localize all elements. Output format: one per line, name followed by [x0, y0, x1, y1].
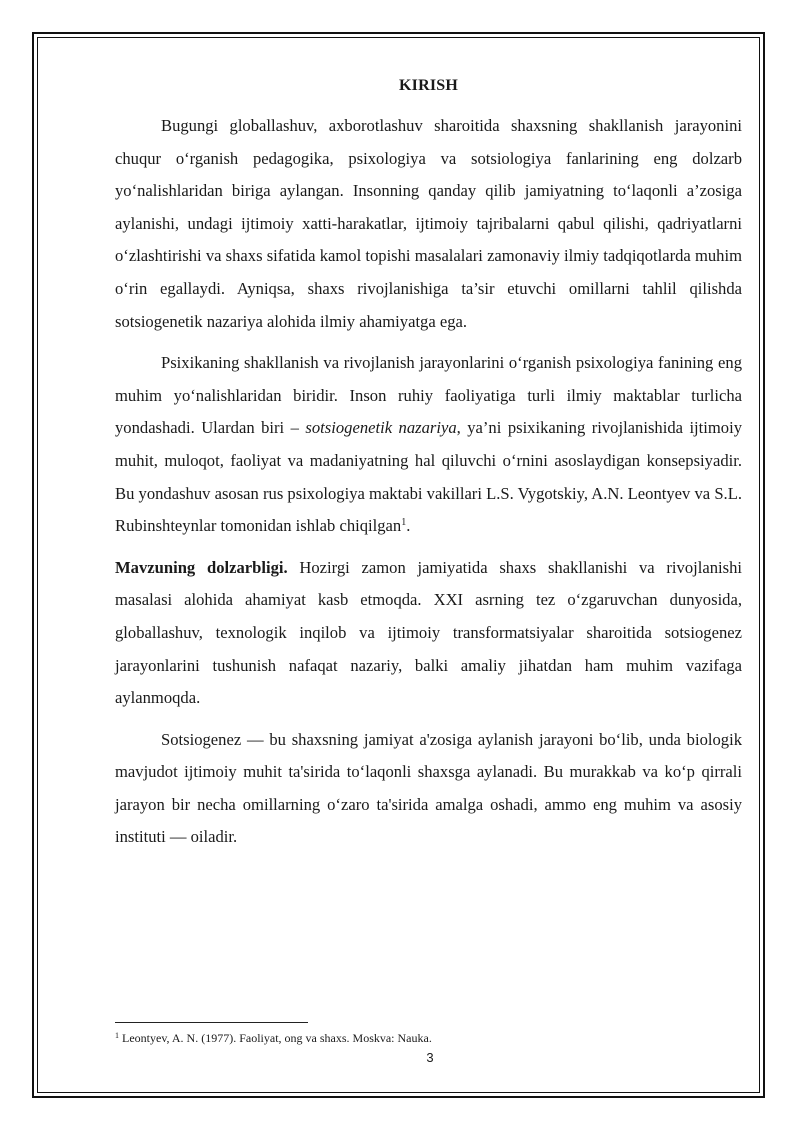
paragraph-psychology-text-2: , ya’ni psixikaning rivojlanishida ijtimoiy muhit, muloqot, faoliyat va madaniyatning hal qiluvchi o‘rnini asoslaydigan konsepsiyadir. Bu yondashuv asosan rus psixologiya maktabi vakillari L.S. Vygotskiy, A.N. Leontyev va S.L. Rubinshteynlar tomonidan ishlab chiqilgan — [115, 418, 743, 536]
page-number: 3 — [426, 1050, 434, 1065]
paragraph-psychology-end: . — [406, 516, 411, 536]
paragraph-gap — [115, 338, 742, 347]
footnote-text: Leontyev, A. N. (1977). Faoliyat, ong va shaxs. Moskva: Nauka. — [119, 1031, 432, 1045]
footnote-separator — [115, 1022, 308, 1023]
footnote-marker: 1 — [115, 1031, 119, 1040]
paragraph-intro: Bugungi globallashuv, axborotlashuv sharoitida shaxsning shakllanish jarayonini chuqur o‘rganish pedagogika, psixologiya va sotsiologiya fanlarining eng dolzarb yo‘nalishlaridan biriga aylangan. Insonning qanday qilib jamiyatning to‘laqonli a’zosiga aylanishi, undagi ijtimoiy xatti-harakatlar, ijtimoiy tajribalarni qabul qilishi, qadriyatlarni o‘zlashtirishi va shaxs sifatida kamol topishi masalalari zamonaviy ilmiy tadqiqotlarda muhim o‘rin egallaydi. Ayniqsa, shaxs rivojlanishiga ta’sir etuvchi omillarni tahlil qilishda sotsiogenetik nazariya alohida ilmiy ahamiyatga ega. — [115, 116, 742, 331]
paragraph-psychology-text-1: Psixikaning shakllanish va rivojlanish jarayonlarini o‘rganish psixologiya fanining eng muhim yo‘nalishlaridan biridir. Inson ruhiy faoliyatiga turli ilmiy maktablar turlicha yondashadi. Ulardan biri – — [115, 353, 742, 438]
footnote — [115, 1030, 715, 1046]
paragraph-psychology — [115, 347, 742, 543]
footnote-reference[interactable]: 1 — [401, 517, 407, 529]
paragraph-relevance-text: Hozirgi zamon jamiyatida shaxs shakllanishi va rivojlanishi masalasi alohida ahamiyat kasb etmoqda. XXI asrning tez o‘zgaruvchan dunyosida, globallashuv, texnologik inqilob va ijtimoiy transformatsiyalar sharoitida sotsiogenez jarayonlarini tushunish nafaqat nazariy, balki amaliy jihatdan ham muhim vazifaga aylanmoqda. — [115, 557, 742, 708]
paragraph-gap — [115, 715, 742, 724]
paragraph-relevance — [115, 552, 742, 715]
section-heading-relevance: Mavzuning dolzarbligi. — [115, 557, 288, 577]
page-content — [115, 74, 742, 854]
italic-term: sotsiogenetik nazariya — [305, 418, 457, 438]
page-title: KIRISH — [399, 77, 458, 94]
paragraph-gap — [115, 543, 742, 552]
paragraph-sociogenesis: Sotsiogenez — bu shaxsning jamiyat a'zosiga aylanish jarayoni bo‘lib, unda biologik mavjudot ijtimoiy muhit ta'sirida to‘laqonli shaxsga aylanadi. Bu murakkab va ko‘p qirrali jarayon bir necha omillarning o‘zaro ta'sirida amalga oshadi, ammo eng muhim va asosiy instituti — oiladir. — [115, 729, 742, 847]
